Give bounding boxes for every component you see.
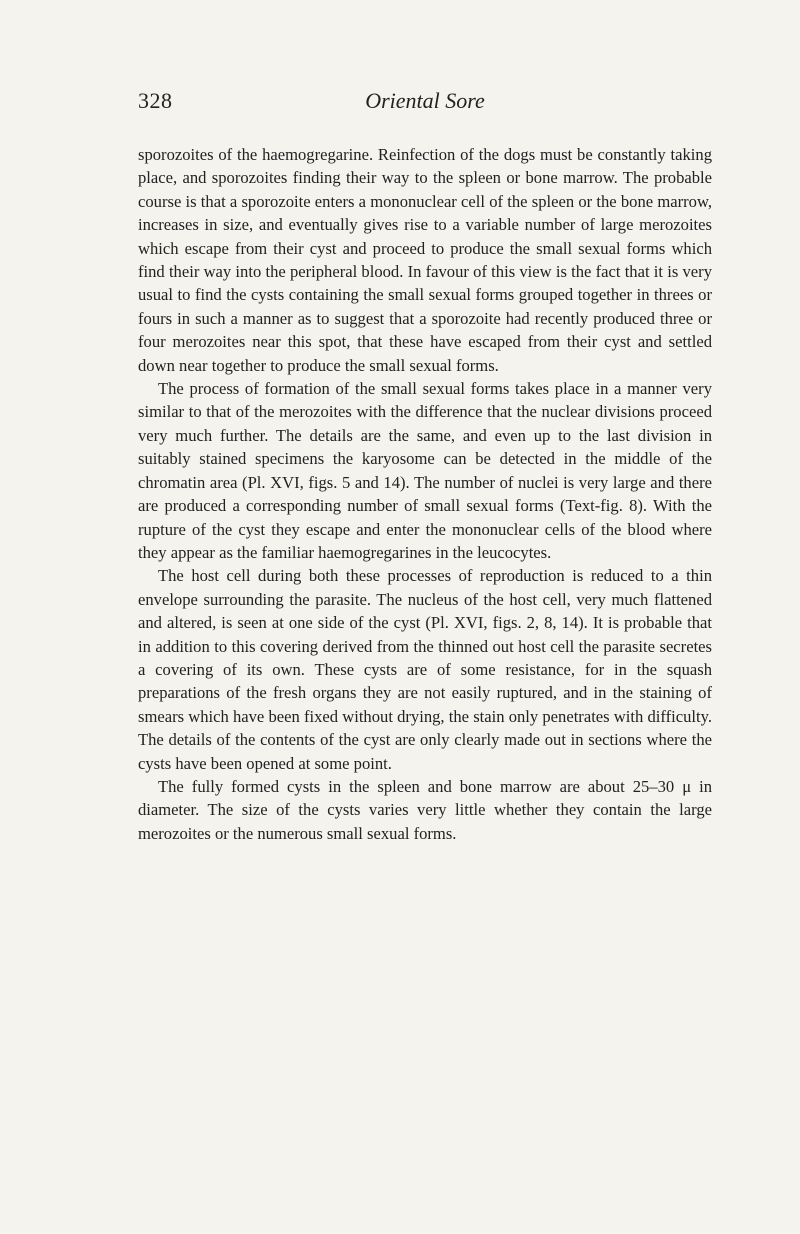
paragraph-1: sporozoites of the haemogregarine. Reinfection of the dogs must be constantly taking place, and sporozoites finding their way to the spleen or bone marrow. The probable course is that a sporozoite enters a mononuclear cell of the spleen or the bone marrow, increases in size, and eventually gives rise to a variable number of large merozoites which escape from their cyst and proceed to produce the small sexual forms which find their way into the peripheral blood. In favour of this view is the fact that it is very usual to find the cysts containing the small sexual forms grouped together in threes or fours in such a manner as to suggest that a sporozoite had recently produced three or four merozoites near this spot, that these have escaped from their cyst and settled down near together to produce the small sexual forms. (138, 145, 712, 375)
body-text (138, 143, 712, 845)
page-number: 328 (138, 88, 173, 113)
running-title: Oriental Sore (365, 88, 485, 113)
paragraph-2: The process of formation of the small sexual forms takes place in a manner very similar to that of the merozoites with the difference that the nuclear divisions proceed very much further. The details are the same, and even up to the last division in suitably stained specimens the karyosome can be detected in the middle of the chromatin area (Pl. XVI, figs. 5 and 14). The number of nuclei is very large and there are produced a corresponding number of small sexual forms (Text-fig. 8). With the rupture of the cyst they escape and enter the mononuclear cells of the blood where they appear as the familiar haemogregarines in the leucocytes. (138, 379, 712, 562)
page-header (138, 88, 712, 122)
paragraph-4: The fully formed cysts in the spleen and bone marrow are about 25–30 μ in diameter. The size of the cysts varies very little whether they contain the large merozoites or the numerous small sexual forms. (138, 776, 712, 843)
paragraph-3: The host cell during both these processes of reproduction is reduced to a thin envelope surrounding the parasite. The nucleus of the host cell, very much flattened and altered, is seen at one side of the cyst (Pl. XVI, figs. 2, 8, 14). It is probable that in addition to this covering derived from the thinned out host cell the parasite secretes a covering of its own. These cysts are of some resistance, for in the squash preparations of the fresh organs they are not easily ruptured, and in the staining of smears which have been fixed without drying, the stain only penetrates with difficulty. The details of the contents of the cyst are only clearly made out in sections where the cysts have been opened at some point. (138, 566, 712, 773)
